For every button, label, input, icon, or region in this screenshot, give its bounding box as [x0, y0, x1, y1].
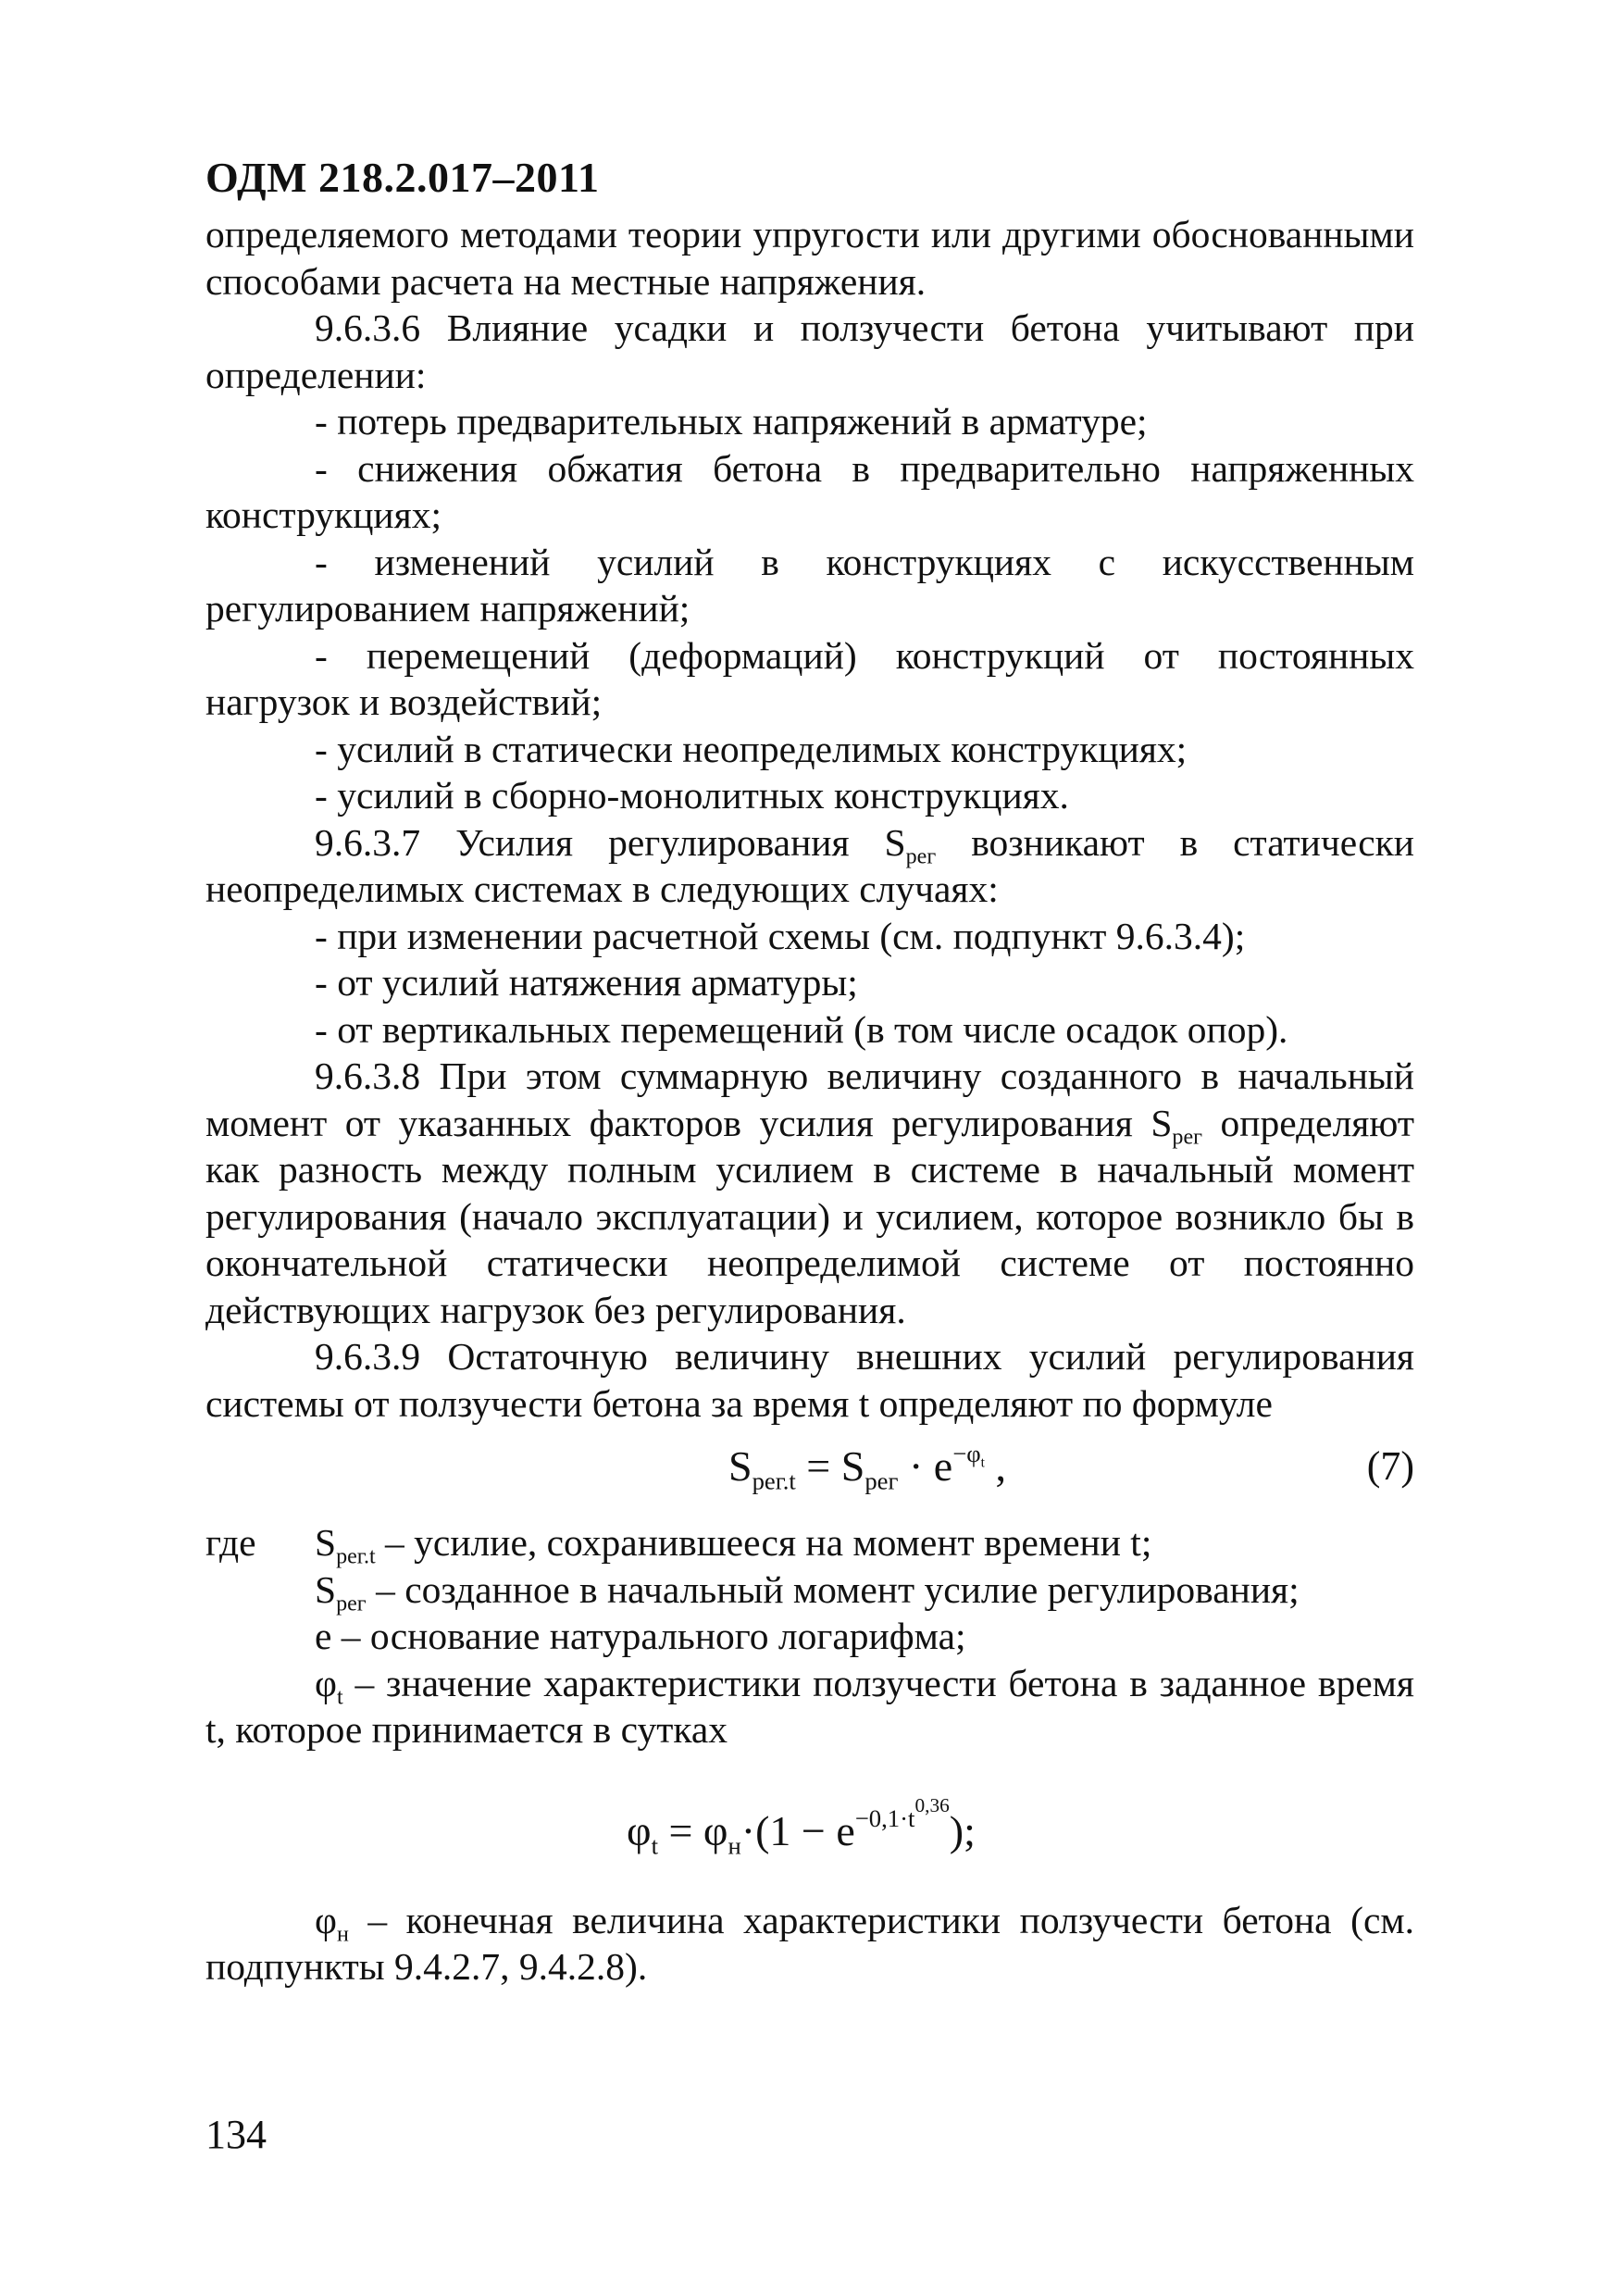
formula-number: (7): [1366, 1443, 1414, 1489]
formula-7: [205, 1427, 1414, 1519]
paragraph-9-6-3-9: 9.6.3.9 Остаточную величину внешних усилий регулирования системы от ползучести бетона за время t определяют по формуле: [205, 1335, 1414, 1425]
paragraph-9-6-3-6: 9.6.3.6 Влияние усадки и ползучести бетона учитывают при определении:: [205, 306, 1414, 396]
paragraph-9-6-3-8: 9.6.3.8 При этом суммарную величину созданного в начальный момент от указанных факторов усилия регулирования $S_{рег}$ определяют как разность между полным усилием в системе в начальный момент регулирования (начало эксплуатации) и усилием, которое возникло бы в окончательной статически неопределимой системе от постоянно действующих нагрузок без регулирования.: [205, 1054, 1414, 1331]
formula-7-expression: $S_{рег.t} = S_{рег} \cdot e^{-\varphi_t}$ ,: [728, 1440, 1006, 1495]
where-label: где: [205, 1521, 256, 1564]
where-block: [205, 1519, 1414, 1569]
paragraph-continuation: определяемого методами теории упругости или другими обоснованными способами расчета на местные напряжения.: [205, 213, 1414, 303]
where-definition: $S_{рег}$ – созданное в начальный момент усилие регулирования;: [315, 1567, 1300, 1616]
page-number: 134: [205, 2112, 267, 2157]
final-definition: $\varphi_н$ – конечная величина характеристики ползучести бетона (см. подпункты 9.4.2.7, 9.4.2.8).: [205, 1898, 1414, 1988]
list-item: - снижения обжатия бетона в предварительно напряженных конструкциях;: [205, 446, 1414, 536]
list-item: - от усилий натяжения арматуры;: [315, 961, 858, 1004]
document-body: [205, 211, 1414, 1990]
where-definition: $S_{рег.t}$ – усилие, сохранившееся на момент времени t;: [315, 1521, 1152, 1569]
list-item: - перемещений (деформаций) конструкций от постоянных нагрузок и воздействий;: [205, 633, 1414, 723]
list-item: - при изменении расчетной схемы (см. подпункт 9.6.3.4);: [315, 914, 1246, 957]
document-header: ОДМ 218.2.017–2011: [205, 154, 600, 201]
formula-creep: [205, 1753, 1414, 1897]
list-item: - изменений усилий в конструкциях с искусственным регулированием напряжений;: [205, 540, 1414, 630]
list-item: - от вертикальных перемещений (в том числе осадок опор).: [315, 1007, 1288, 1051]
formula-creep-expression: $\varphi_t = \varphi_н\cdot(1 - e^{-0,1\cdot t^{0,36}})$;: [627, 1793, 976, 1859]
where-definition: $\varphi_t$ – значение характеристики ползучести бетона в заданное время t, которое принимается в сутках: [205, 1661, 1414, 1751]
list-item: - усилий в сборно-монолитных конструкциях.: [315, 774, 1069, 817]
where-definition: e – основание натурального логарифма;: [315, 1615, 966, 1657]
list-item: - усилий в статически неопределимых конструкциях;: [315, 727, 1188, 770]
list-item: - потерь предварительных напряжений в арматуре;: [315, 400, 1148, 443]
paragraph-9-6-3-7: 9.6.3.7 Усилия регулирования $S_{рег}$ возникают в статически неопределимых системах в следующих случаях:: [205, 820, 1414, 910]
